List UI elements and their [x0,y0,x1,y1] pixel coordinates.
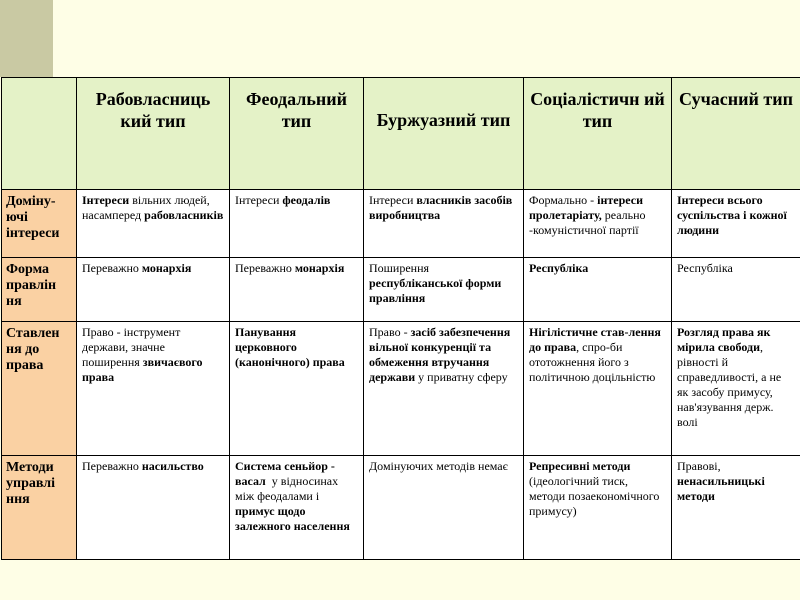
table-cell [230,322,364,456]
cell-text: Система сеньйор - васал [235,459,335,488]
cell-text: рабовласників [144,208,224,222]
cell-text: насильство [141,459,204,473]
table-cell [524,258,672,322]
table-cell [364,456,524,560]
table-row [2,190,800,258]
cell-text: реально -комуністичної партії [529,208,649,237]
table-cell [524,190,672,258]
row-label-government-form: Форма правлін ня [2,258,77,322]
table-cell [77,456,230,560]
cell-text: власників засобів виробництва [369,193,513,222]
cell-text: Переважно [235,261,295,275]
top-band [53,0,800,77]
cell-text: , спро-би ототожнення його з політичною доцільністю [529,340,656,384]
cell-text: у приватну сферу [415,370,508,384]
cell-text: республіканської форми правління [369,276,502,305]
header-bourgeois-type: Буржуазний тип [364,78,524,190]
cell-text: монархія [294,261,345,275]
table-cell [230,190,364,258]
table-cell [672,322,800,456]
table-cell [230,258,364,322]
header-feudal-type: Феодальний тип [230,78,364,190]
cell-text: (ідеологічний тиск, методи позаекономічного примусу) [529,459,663,518]
table-row [2,322,800,456]
table-cell [364,190,524,258]
header-socialist-type: Соціалістичн ий тип [524,78,672,190]
table-cell [364,258,524,322]
cell-text: Переважно [82,459,142,473]
table-row [2,456,800,560]
cell-text: Репресивні методи [529,459,631,473]
cell-text: Переважно [82,261,142,275]
table-cell [524,456,672,560]
table-cell [524,322,672,456]
table-cell [672,258,800,322]
row-label-attitude-to-law: Ставлен ня до права [2,322,77,456]
cell-text: Інтереси [235,193,283,207]
table-cell [77,258,230,322]
cell-text: Панування церковного (канонічного) права [235,325,345,369]
table-row [2,258,800,322]
cell-text: феодалів [282,193,331,207]
cell-text: вільних людей, насамперед [82,193,213,222]
cell-text: ненасильницькі методи [677,474,765,503]
cell-text: Формально - [529,193,598,207]
cell-text: Нігілістичне став-лення до права [529,325,661,354]
cell-text: Республіка [677,261,733,275]
state-types-table [1,77,800,560]
header-corner-cell [2,78,77,190]
cell-text: Інтереси всього суспільства і кожної людини [677,193,787,237]
header-slave-type: Рабовласниць кий тип [77,78,230,190]
cell-text: Розгляд права як мірила свободи [677,325,771,354]
cell-text: Право - інструмент держави, значне поширення [82,325,184,369]
cell-text: примус щодо залежного населення [235,504,350,533]
table-cell [364,322,524,456]
cell-text: Правові, [677,459,724,473]
table-header-row [2,78,800,190]
cell-text: Інтереси [82,193,130,207]
table-cell [230,456,364,560]
corner-decoration [0,0,53,77]
row-label-governance-methods: Методи управлі ння [2,456,77,560]
table-cell [77,322,230,456]
cell-text: Поширення [369,261,433,275]
cell-text: Республіка [529,261,589,275]
table-cell [672,190,800,258]
table-cell [77,190,230,258]
cell-text: у відносинах між феодалами і [235,474,342,503]
cell-text: звичаєвого права [82,355,203,384]
cell-text: інтереси пролетаріату, [529,193,643,222]
cell-text: засіб забезпечення вільної конкуренції та обмеження втручання держави [369,325,511,384]
cell-text: , рівності й справедливості, а не як засобу примусу, нав'язування держ. волі [677,340,785,429]
header-modern-type: Сучасний тип [672,78,800,190]
row-label-interests: Доміну-ючі інтереси [2,190,77,258]
cell-text: Домінуючих методів немає [369,459,508,473]
cell-text: Право - [369,325,411,339]
cell-text: монархія [141,261,192,275]
table-cell [672,456,800,560]
cell-text: Інтереси [369,193,417,207]
